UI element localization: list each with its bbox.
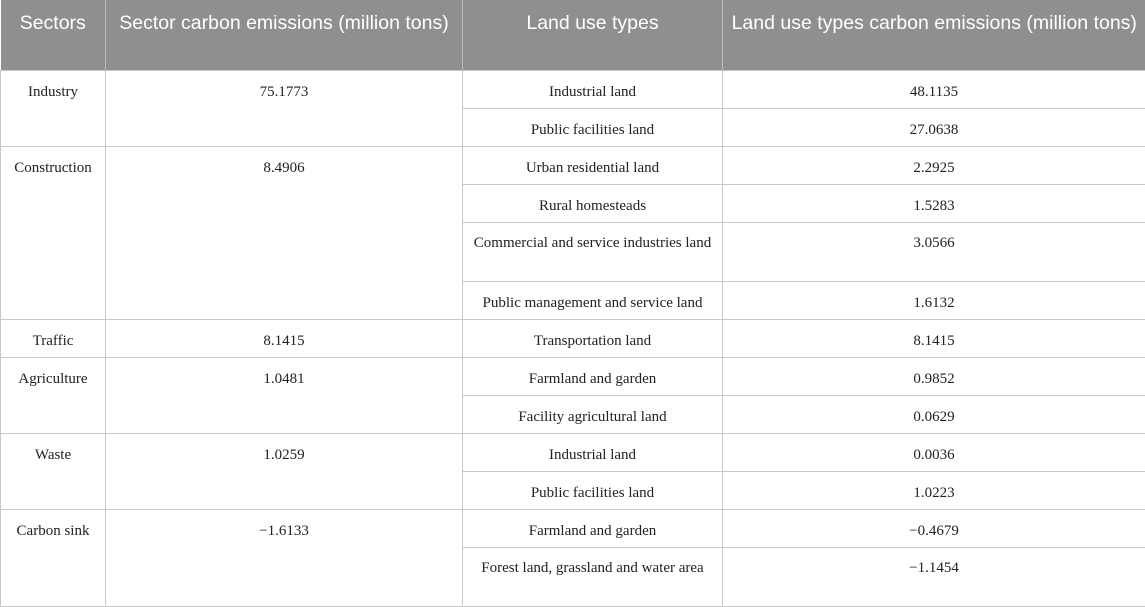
sector-cell: Construction <box>1 146 106 319</box>
land-use-emissions-cell: 8.1415 <box>723 319 1145 357</box>
header-row <box>1 0 1145 70</box>
land-use-cell: Rural homesteads <box>463 184 723 222</box>
sector-emissions-cell: 8.1415 <box>106 319 463 357</box>
sector-cell: Agriculture <box>1 357 106 433</box>
land-use-emissions-cell: −1.1454 <box>723 547 1145 606</box>
sector-emissions-cell: −1.6133 <box>106 509 463 606</box>
land-use-cell: Facility agricultural land <box>463 395 723 433</box>
land-use-cell: Public facilities land <box>463 108 723 146</box>
land-use-emissions-cell: 27.0638 <box>723 108 1145 146</box>
table-body <box>1 70 1145 606</box>
sector-emissions-cell: 1.0481 <box>106 357 463 433</box>
sector-cell: Industry <box>1 70 106 146</box>
land-use-cell: Commercial and service industries land <box>463 222 723 281</box>
table-row <box>1 70 1145 108</box>
table-row <box>1 357 1145 395</box>
table-row <box>1 509 1145 547</box>
land-use-emissions-cell: 0.0036 <box>723 433 1145 471</box>
land-use-cell: Transportation land <box>463 319 723 357</box>
header-sector-emissions: Sector carbon emissions (million tons) <box>106 0 463 70</box>
land-use-emissions-cell: 48.1135 <box>723 70 1145 108</box>
sector-emissions-cell: 8.4906 <box>106 146 463 319</box>
sector-emissions-cell: 1.0259 <box>106 433 463 509</box>
land-use-emissions-cell: 0.0629 <box>723 395 1145 433</box>
header-sectors: Sectors <box>1 0 106 70</box>
header-land-use-emissions: Land use types carbon emissions (million tons) <box>723 0 1145 70</box>
table-row <box>1 146 1145 184</box>
land-use-cell: Public management and service land <box>463 281 723 319</box>
table-row <box>1 319 1145 357</box>
land-use-emissions-cell: 0.9852 <box>723 357 1145 395</box>
land-use-emissions-cell: 3.0566 <box>723 222 1145 281</box>
land-use-emissions-cell: −0.4679 <box>723 509 1145 547</box>
land-use-cell: Industrial land <box>463 70 723 108</box>
land-use-emissions-cell: 1.0223 <box>723 471 1145 509</box>
land-use-emissions-cell: 1.6132 <box>723 281 1145 319</box>
land-use-cell: Farmland and garden <box>463 509 723 547</box>
land-use-emissions-cell: 1.5283 <box>723 184 1145 222</box>
table-header <box>1 0 1145 70</box>
table-row <box>1 433 1145 471</box>
land-use-cell: Forest land, grassland and water area <box>463 547 723 606</box>
land-use-cell: Public facilities land <box>463 471 723 509</box>
sector-cell: Traffic <box>1 319 106 357</box>
header-land-use-types: Land use types <box>463 0 723 70</box>
sector-cell: Carbon sink <box>1 509 106 606</box>
sector-emissions-cell: 75.1773 <box>106 70 463 146</box>
land-use-emissions-cell: 2.2925 <box>723 146 1145 184</box>
sector-cell: Waste <box>1 433 106 509</box>
land-use-cell: Urban residential land <box>463 146 723 184</box>
land-use-cell: Industrial land <box>463 433 723 471</box>
land-use-cell: Farmland and garden <box>463 357 723 395</box>
